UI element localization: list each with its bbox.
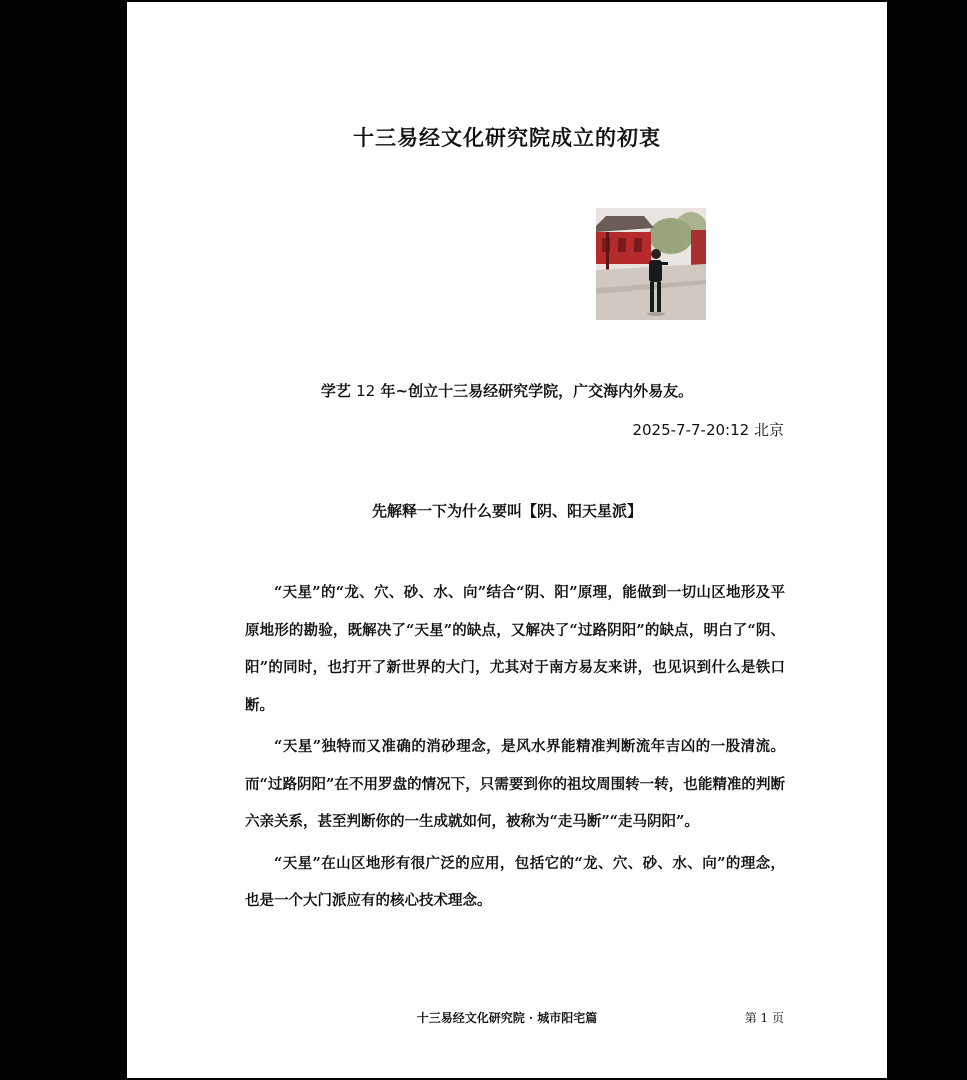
subtitle-prefix: 学艺 [320,382,351,400]
dateline [632,419,784,440]
author-photo [596,208,706,320]
subtitle [127,380,887,401]
subtitle-number: 12 [356,382,376,400]
document-title: 十三易经文化研究院成立的初衷 [353,125,661,150]
subtitle-suffix: 年~创立十三易经研究学院，广交海内外易友。 [380,382,694,400]
section-heading: 先解释一下为什么要叫【阴、阳天星派】 [371,502,642,520]
body-text [245,574,785,924]
paragraph: “天星”的“龙、穴、砂、水、向”结合“阴、阳”原理，能做到一切山区地形及平原地形的勘验，既解决了“天星”的缺点，又解决了“过路阴阳”的缺点，明白了“阴、阳”的同时，也打开了新世界的大门，尤其对于南方易友来讲，也见识到什么是铁口断。 [245,584,785,714]
paragraph: “天星”独特而又准确的消砂理念，是风水界能精准判断流年吉凶的一股清流。而“过路阴阳”在不用罗盘的情况下，只需要到你的祖坟周围转一转，也能精准的判断六亲关系，甚至判断你的一生成就如何，被称为“走马断”“走马阴阳”。 [245,738,785,830]
document-page [127,2,887,1078]
footer-title: 十三易经文化研究院 · 城市阳宅篇 [416,1011,598,1025]
page-number: 第 1 页 [744,1011,784,1025]
dateline-date: 2025-7-7-20:12 [632,421,750,439]
dateline-place: 北京 [753,421,784,439]
paragraph: “天星”在山区地形有很广泛的应用，包括它的“龙、穴、砂、水、向”的理念，也是一个大门派应有的核心技术理念。 [245,854,785,909]
